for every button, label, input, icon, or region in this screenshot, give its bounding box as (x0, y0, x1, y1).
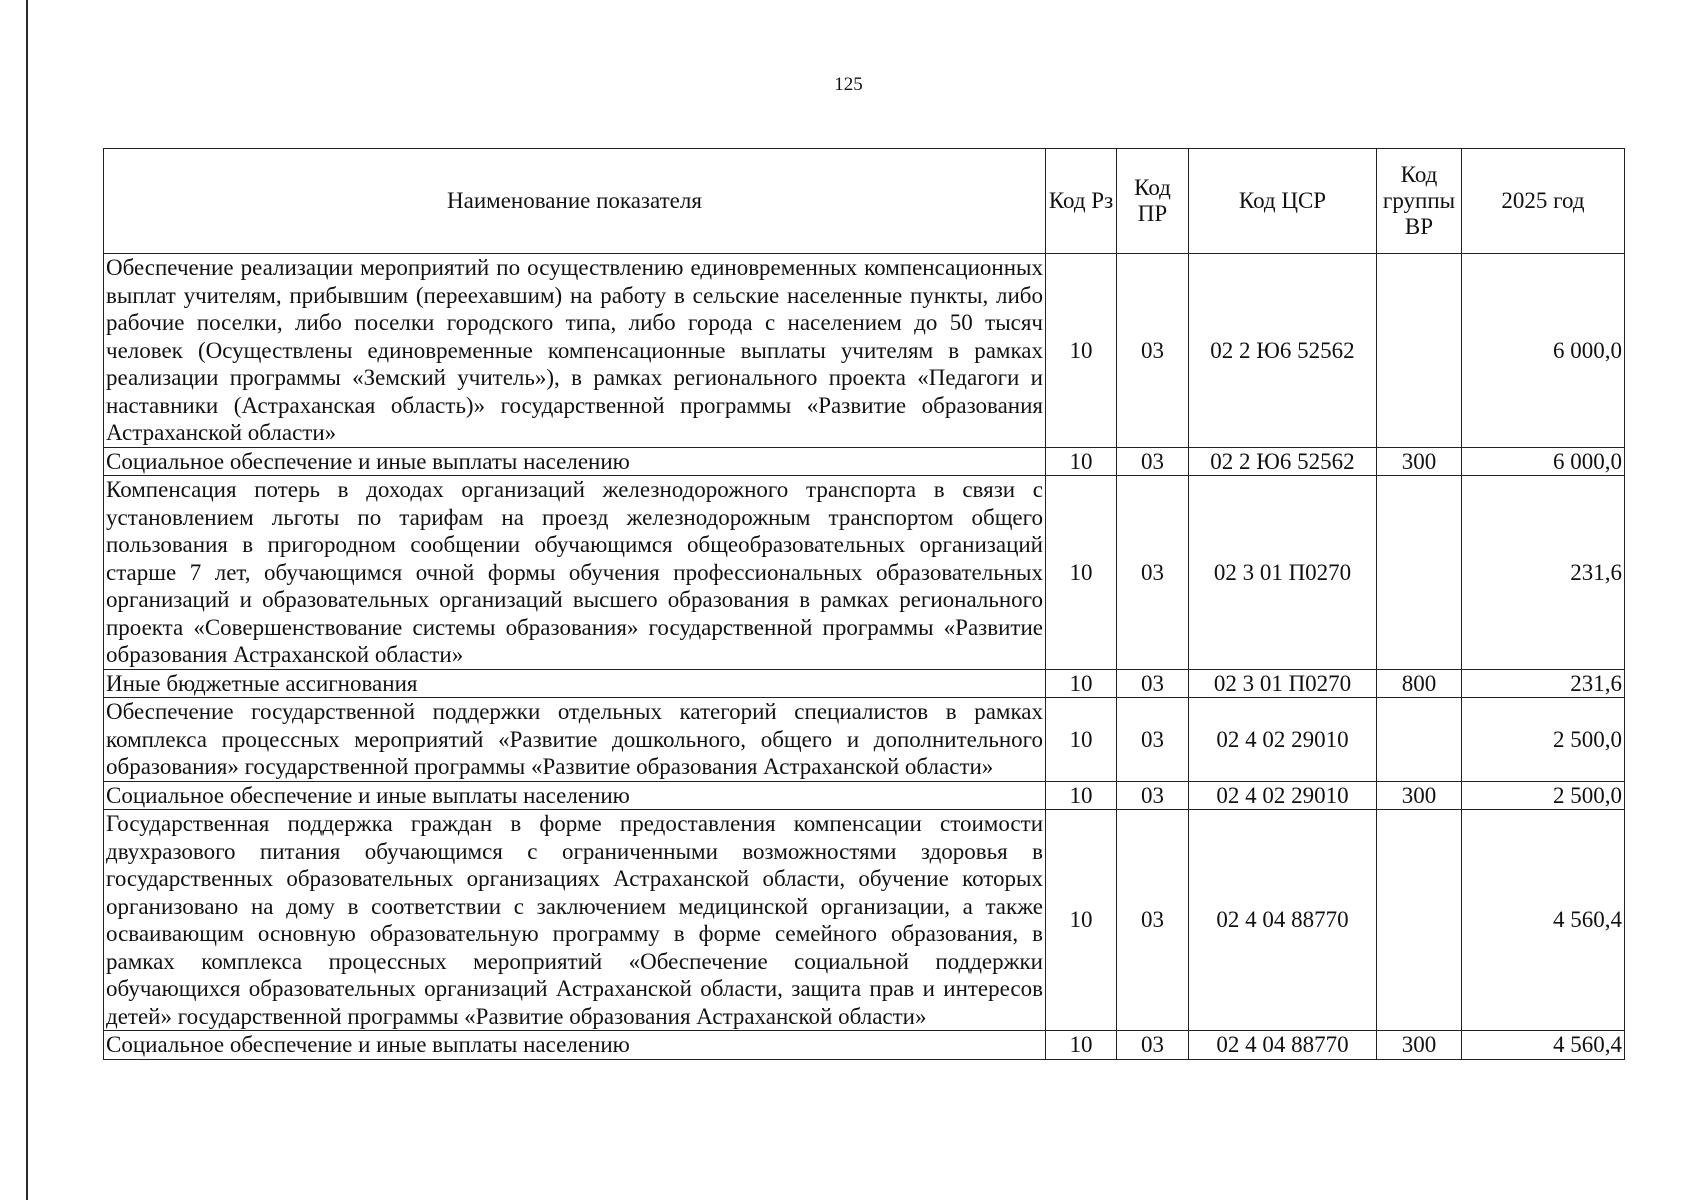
table-row (104, 447, 1625, 476)
row-pr: 03 (1117, 254, 1189, 448)
header-vr: Код группы ВР (1377, 149, 1462, 254)
row-pr: 03 (1117, 698, 1189, 782)
row-amount: 4 560,4 (1462, 1031, 1625, 1060)
table-row (104, 254, 1625, 448)
header-pr: Код ПР (1117, 149, 1189, 254)
row-rz: 10 (1046, 476, 1117, 670)
row-amount: 6 000,0 (1462, 254, 1625, 448)
row-name: Обеспечение государственной поддержки отдельных категорий специалистов в рамках комплекса процессных мероприятий «Развитие дошкольного, общего и дополнительного образования» государственной программы «Развитие образования Астраханской области» (104, 698, 1046, 782)
row-vr (1377, 810, 1462, 1031)
row-vr: 300 (1377, 781, 1462, 810)
row-csr: 02 3 01 П0270 (1189, 669, 1377, 698)
row-pr: 03 (1117, 781, 1189, 810)
header-rz: Код Рз (1046, 149, 1117, 254)
binding-edge-line (26, 0, 28, 1200)
table-row (104, 669, 1625, 698)
row-amount: 231,6 (1462, 669, 1625, 698)
row-name: Обеспечение реализации мероприятий по осуществлению единовременных компенсационных выплат учителям, прибывшим (переехавшим) на работу в сельские населенные пункты, либо рабочие поселки, либо поселки городского типа, либо города с населением до 50 тысяч человек (Осуществлены единовременные компенсационные выплаты учителям в рамках реализации программы «Земский учитель»), в рамках регионального проекта «Педагоги и наставники (Астраханская область)» государственной программы «Развитие образования Астраханской области» (104, 254, 1046, 448)
row-pr: 03 (1117, 1031, 1189, 1060)
row-csr: 02 4 02 29010 (1189, 781, 1377, 810)
table-row (104, 810, 1625, 1031)
row-amount: 2 500,0 (1462, 781, 1625, 810)
row-csr: 02 3 01 П0270 (1189, 476, 1377, 670)
row-vr (1377, 254, 1462, 448)
page-number: 125 (834, 74, 863, 95)
table-header-row (104, 149, 1625, 254)
row-csr: 02 4 02 29010 (1189, 698, 1377, 782)
row-amount: 4 560,4 (1462, 810, 1625, 1031)
row-name: Иные бюджетные ассигнования (104, 669, 1046, 698)
row-name: Государственная поддержка граждан в форме предоставления компенсации стоимости двухразового питания обучающимся с ограниченными возможностями здоровья в государственных образовательных организациях Астраханской области, обучение которых организовано на дому в соответствии с заключением медицинской организации, а также осваивающим основную образовательную программу в форме семейного образования, в рамках комплекса процессных мероприятий «Обеспечение социальной поддержки обучающихся образовательных организаций Астраханской области, защита прав и интересов детей» государственной программы «Развитие образования Астраханской области» (104, 810, 1046, 1031)
row-vr: 300 (1377, 1031, 1462, 1060)
row-rz: 10 (1046, 810, 1117, 1031)
row-vr (1377, 476, 1462, 670)
row-csr: 02 4 04 88770 (1189, 810, 1377, 1031)
row-rz: 10 (1046, 781, 1117, 810)
row-amount: 2 500,0 (1462, 698, 1625, 782)
row-pr: 03 (1117, 447, 1189, 476)
row-csr: 02 2 Ю6 52562 (1189, 447, 1377, 476)
table-row (104, 476, 1625, 670)
row-rz: 10 (1046, 254, 1117, 448)
row-rz: 10 (1046, 698, 1117, 782)
row-name: Социальное обеспечение и иные выплаты населению (104, 1031, 1046, 1060)
row-pr: 03 (1117, 476, 1189, 670)
row-rz: 10 (1046, 1031, 1117, 1060)
row-vr: 300 (1377, 447, 1462, 476)
row-csr: 02 2 Ю6 52562 (1189, 254, 1377, 448)
table-row (104, 1031, 1625, 1060)
table-row (104, 698, 1625, 782)
row-rz: 10 (1046, 669, 1117, 698)
row-vr: 800 (1377, 669, 1462, 698)
row-name: Социальное обеспечение и иные выплаты населению (104, 447, 1046, 476)
budget-table (103, 148, 1625, 1060)
row-amount: 6 000,0 (1462, 447, 1625, 476)
row-pr: 03 (1117, 669, 1189, 698)
row-csr: 02 4 04 88770 (1189, 1031, 1377, 1060)
row-name: Компенсация потерь в доходах организаций железнодорожного транспорта в связи с установлением льготы по тарифам на проезд железнодорожным транспортом общего пользования в пригородном сообщении обучающимся общеобразовательных организаций старше 7 лет, обучающимся очной формы обучения профессиональных образовательных организаций и образовательных организаций высшего образования в рамках регионального проекта «Совершенствование системы образования» государственной программы «Развитие образования Астраханской области» (104, 476, 1046, 670)
row-name: Социальное обеспечение и иные выплаты населению (104, 781, 1046, 810)
header-year: 2025 год (1462, 149, 1625, 254)
row-pr: 03 (1117, 810, 1189, 1031)
header-csr: Код ЦСР (1189, 149, 1377, 254)
row-amount: 231,6 (1462, 476, 1625, 670)
header-name: Наименование показателя (104, 149, 1046, 254)
row-vr (1377, 698, 1462, 782)
table-row (104, 781, 1625, 810)
row-rz: 10 (1046, 447, 1117, 476)
